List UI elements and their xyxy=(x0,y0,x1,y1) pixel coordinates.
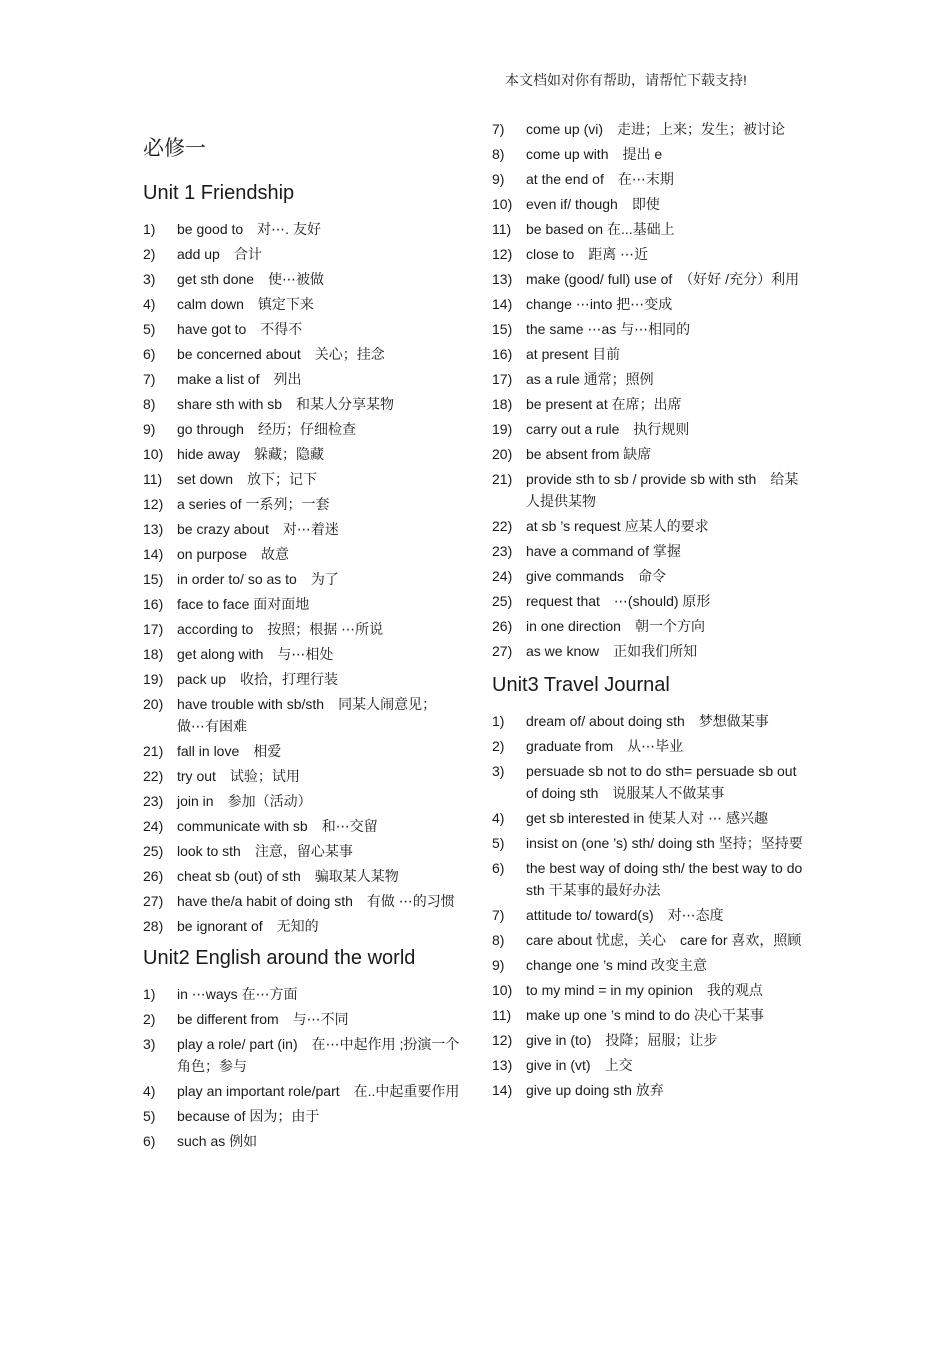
list-item xyxy=(143,243,463,265)
right-column xyxy=(492,118,812,1109)
item-number: 3) xyxy=(143,271,156,287)
item-text: on purpose 故意 xyxy=(177,546,290,562)
list-item xyxy=(492,243,812,265)
item-text: add up 合计 xyxy=(177,246,262,262)
item-number: 11) xyxy=(492,221,512,237)
item-text: have the/a habit of doing sth 有做 ⋯的习惯 xyxy=(177,893,455,909)
item-number: 3) xyxy=(492,763,505,779)
list-item xyxy=(492,979,812,1001)
list-item xyxy=(143,1130,463,1152)
item-number: 22) xyxy=(143,768,164,784)
item-text: cheat sb (out) of sth 骗取某人某物 xyxy=(177,868,399,884)
item-text: such as 例如 xyxy=(177,1133,258,1149)
item-text: even if/ though 即使 xyxy=(526,196,660,212)
section-title-unit1: Unit 1 Friendship xyxy=(143,182,295,204)
list-item xyxy=(492,143,812,165)
header-note: 本文档如对你有帮助，请帮忙下载支持! xyxy=(505,72,747,88)
item-number: 4) xyxy=(143,1083,156,1099)
item-text: dream of/ about doing sth 梦想做某事 xyxy=(526,713,769,729)
item-number: 28) xyxy=(143,918,164,934)
list-item xyxy=(143,318,463,340)
item-number: 25) xyxy=(492,593,513,609)
list-item xyxy=(492,590,812,612)
list-item xyxy=(492,929,812,951)
item-text: be different from 与⋯不同 xyxy=(177,1011,349,1027)
item-text: come up (vi) 走进；上来；发生；被讨论 xyxy=(526,121,786,137)
item-number: 9) xyxy=(143,421,156,437)
list-item xyxy=(143,815,463,837)
item-text: give commands 命令 xyxy=(526,568,667,584)
item-number: 23) xyxy=(492,543,513,559)
item-number: 27) xyxy=(492,643,513,659)
item-number: 24) xyxy=(492,568,513,584)
list-item xyxy=(143,890,463,912)
item-text: go through 经历；仔细检查 xyxy=(177,421,356,437)
list-item xyxy=(492,418,812,440)
item-text: in order to/ so as to 为了 xyxy=(177,571,339,587)
list-item xyxy=(492,193,812,215)
list-item xyxy=(143,1105,463,1127)
item-number: 18) xyxy=(492,396,513,412)
item-text: get along with 与⋯相处 xyxy=(177,646,334,662)
item-number: 13) xyxy=(143,521,164,537)
list-item xyxy=(143,418,463,440)
list-item xyxy=(143,668,463,690)
item-text: attitude to/ toward(s) 对⋯态度 xyxy=(526,907,724,923)
list-item xyxy=(492,1029,812,1051)
item-number: 8) xyxy=(492,146,505,162)
list-item xyxy=(492,954,812,976)
item-text: fall in love 相爱 xyxy=(177,743,282,759)
item-number: 10) xyxy=(492,982,513,998)
item-number: 7) xyxy=(492,907,505,923)
list-item xyxy=(492,710,812,732)
list-item xyxy=(143,568,463,590)
item-number: 24) xyxy=(143,818,164,834)
list-item xyxy=(143,983,463,1005)
item-text: because of 因为；由于 xyxy=(177,1108,320,1124)
item-text: come up with 提出 e xyxy=(526,146,663,162)
item-text: according to 按照；根据 ⋯所说 xyxy=(177,621,384,637)
item-text: a series of 一系列；一套 xyxy=(177,496,330,512)
list-item xyxy=(143,443,463,465)
item-text: make (good/ full) use of （好好 /充分）利用 xyxy=(526,271,800,287)
list-item xyxy=(143,740,463,762)
item-text: be based on 在...基础上 xyxy=(526,221,675,237)
item-text: as we know 正如我们所知 xyxy=(526,643,698,659)
item-number: 26) xyxy=(492,618,513,634)
item-number: 8) xyxy=(492,932,505,948)
list-item xyxy=(492,1004,812,1026)
list-item xyxy=(143,543,463,565)
phrase-list-unit1 xyxy=(143,218,463,937)
list-item xyxy=(492,565,812,587)
item-number: 1) xyxy=(492,713,505,729)
item-number: 12) xyxy=(143,496,164,512)
item-text: get sth done 使⋯被做 xyxy=(177,271,325,287)
list-item xyxy=(492,904,812,926)
list-item xyxy=(492,443,812,465)
item-text: the same ⋯as 与⋯相同的 xyxy=(526,321,691,337)
item-text: play a role/ part (in) 在⋯中起作用 ;扮演一个角色；参与 xyxy=(177,1036,460,1074)
item-number: 26) xyxy=(143,868,164,884)
item-number: 19) xyxy=(492,421,513,437)
list-item xyxy=(143,790,463,812)
item-text: provide sth to sb / provide sb with sth 给某人提供某物 xyxy=(526,471,799,509)
section-title-unit3: Unit3 Travel Journal xyxy=(492,674,670,696)
item-text: have trouble with sb/sth 同某人闹意见；做⋯有困难 xyxy=(177,696,437,734)
list-item xyxy=(492,807,812,829)
list-item xyxy=(143,1080,463,1102)
item-number: 14) xyxy=(492,1082,513,1098)
list-item xyxy=(143,618,463,640)
item-number: 3) xyxy=(143,1036,156,1052)
item-text: persuade sb not to do sth= persuade sb out of doing sth 说服某人不做某事 xyxy=(526,763,797,801)
list-item xyxy=(143,693,463,737)
list-item xyxy=(492,735,812,757)
item-number: 21) xyxy=(492,471,513,487)
item-number: 10) xyxy=(492,196,513,212)
item-text: carry out a rule 执行规则 xyxy=(526,421,690,437)
item-text: at the end of 在⋯末期 xyxy=(526,171,674,187)
list-item xyxy=(143,368,463,390)
item-text: communicate with sb 和⋯交留 xyxy=(177,818,378,834)
item-text: calm down 镇定下来 xyxy=(177,296,314,312)
list-item xyxy=(492,515,812,537)
item-number: 7) xyxy=(492,121,505,137)
list-item xyxy=(492,615,812,637)
list-item xyxy=(143,493,463,515)
item-text: in ⋯ways 在⋯方面 xyxy=(177,986,298,1002)
item-number: 5) xyxy=(143,1108,156,1124)
item-text: change ⋯into 把⋯变成 xyxy=(526,296,673,312)
item-text: give up doing sth 放弃 xyxy=(526,1082,664,1098)
item-number: 1) xyxy=(143,986,156,1002)
list-item xyxy=(492,857,812,901)
item-text: make up one ’s mind to do 决心干某事 xyxy=(526,1007,764,1023)
item-number: 20) xyxy=(492,446,513,462)
item-text: to my mind = in my opinion 我的观点 xyxy=(526,982,763,998)
item-text: the best way of doing sth/ the best way to do sth 干某事的最好办法 xyxy=(526,860,803,898)
item-number: 5) xyxy=(143,321,156,337)
item-number: 8) xyxy=(143,396,156,412)
item-text: at sb ’s request 应某人的要求 xyxy=(526,518,709,534)
section-title-unit2: Unit2 English around the world xyxy=(143,947,416,969)
item-number: 4) xyxy=(143,296,156,312)
phrase-list-unit2 xyxy=(143,983,463,1152)
item-number: 1) xyxy=(143,221,156,237)
list-item xyxy=(492,1054,812,1076)
item-text: get sb interested in 使某人对 ⋯ 感兴趣 xyxy=(526,810,768,826)
list-item xyxy=(143,593,463,615)
item-number: 25) xyxy=(143,843,164,859)
item-number: 13) xyxy=(492,1057,513,1073)
list-item xyxy=(143,765,463,787)
phrase-list-unit3 xyxy=(492,710,812,1101)
list-item xyxy=(492,318,812,340)
list-item xyxy=(143,268,463,290)
item-number: 13) xyxy=(492,271,513,287)
item-text: join in 参加（活动） xyxy=(177,793,312,809)
item-text: look to sth 注意，留心某事 xyxy=(177,843,353,859)
list-item xyxy=(492,540,812,562)
item-number: 4) xyxy=(492,810,505,826)
item-number: 17) xyxy=(492,371,513,387)
list-item xyxy=(143,1008,463,1030)
item-number: 2) xyxy=(492,738,505,754)
item-number: 17) xyxy=(143,621,164,637)
item-text: request that ⋯(should) 原形 xyxy=(526,593,711,609)
item-text: be absent from 缺席 xyxy=(526,446,652,462)
item-text: graduate from 从⋯毕业 xyxy=(526,738,684,754)
item-number: 9) xyxy=(492,171,505,187)
list-item xyxy=(492,343,812,365)
item-text: in one direction 朝一个方向 xyxy=(526,618,705,634)
left-column xyxy=(143,118,463,1160)
list-item xyxy=(143,218,463,240)
item-text: set down 放下；记下 xyxy=(177,471,318,487)
list-item xyxy=(492,218,812,240)
item-text: insist on (one ’s) sth/ doing sth 坚持；坚持要 xyxy=(526,835,803,851)
list-item xyxy=(143,518,463,540)
item-text: pack up 收拾，打理行装 xyxy=(177,671,339,687)
item-number: 16) xyxy=(143,596,164,612)
item-number: 14) xyxy=(492,296,513,312)
item-text: at present 目前 xyxy=(526,346,621,362)
item-text: as a rule 通常；照例 xyxy=(526,371,654,387)
list-item xyxy=(492,118,812,140)
item-text: give in (to) 投降；屈服；让步 xyxy=(526,1032,718,1048)
item-number: 7) xyxy=(143,371,156,387)
item-number: 27) xyxy=(143,893,164,909)
list-item xyxy=(492,268,812,290)
item-text: care about 忧虑，关心 care for 喜欢，照顾 xyxy=(526,932,802,948)
list-item xyxy=(492,168,812,190)
list-item xyxy=(143,915,463,937)
item-text: face to face 面对面地 xyxy=(177,596,310,612)
list-item xyxy=(143,643,463,665)
list-item xyxy=(492,1079,812,1101)
list-item xyxy=(492,832,812,854)
item-number: 2) xyxy=(143,1011,156,1027)
item-text: be ignorant of 无知的 xyxy=(177,918,319,934)
list-item xyxy=(492,293,812,315)
list-item xyxy=(143,343,463,365)
item-number: 12) xyxy=(492,246,513,262)
item-number: 6) xyxy=(143,346,156,362)
item-number: 9) xyxy=(492,957,505,973)
item-number: 23) xyxy=(143,793,164,809)
item-number: 11) xyxy=(143,471,163,487)
item-number: 15) xyxy=(492,321,513,337)
item-text: give in (vt) 上交 xyxy=(526,1057,633,1073)
list-item xyxy=(143,1033,463,1077)
item-text: change one ’s mind 改变主意 xyxy=(526,957,708,973)
item-text: try out 试验；试用 xyxy=(177,768,300,784)
item-text: close to 距离 ⋯近 xyxy=(526,246,649,262)
item-number: 16) xyxy=(492,346,513,362)
item-text: be concerned about 关心；挂念 xyxy=(177,346,385,362)
item-number: 19) xyxy=(143,671,164,687)
item-number: 6) xyxy=(143,1133,156,1149)
item-number: 18) xyxy=(143,646,164,662)
item-number: 14) xyxy=(143,546,164,562)
item-text: hide away 躲藏；隐藏 xyxy=(177,446,325,462)
list-item xyxy=(492,760,812,804)
item-text: share sth with sb 和某人分享某物 xyxy=(177,396,395,412)
list-item xyxy=(492,368,812,390)
item-number: 22) xyxy=(492,518,513,534)
list-item xyxy=(143,865,463,887)
item-number: 12) xyxy=(492,1032,513,1048)
item-text: make a list of 列出 xyxy=(177,371,302,387)
item-text: be crazy about 对⋯着迷 xyxy=(177,521,339,537)
item-text: be present at 在席；出席 xyxy=(526,396,682,412)
list-item xyxy=(143,468,463,490)
item-text: play an important role/part 在..中起重要作用 xyxy=(177,1083,460,1099)
item-text: have got to 不得不 xyxy=(177,321,303,337)
list-item xyxy=(143,393,463,415)
item-number: 2) xyxy=(143,246,156,262)
book-title: 必修一 xyxy=(143,137,206,160)
list-item xyxy=(143,840,463,862)
list-item xyxy=(492,393,812,415)
item-number: 5) xyxy=(492,835,505,851)
item-number: 21) xyxy=(143,743,164,759)
item-number: 15) xyxy=(143,571,164,587)
item-number: 6) xyxy=(492,860,505,876)
item-text: have a command of 掌握 xyxy=(526,543,681,559)
phrase-list-unit2-continued xyxy=(492,118,812,662)
item-number: 20) xyxy=(143,696,164,712)
item-text: be good to 对⋯. 友好 xyxy=(177,221,321,237)
item-number: 10) xyxy=(143,446,164,462)
list-item xyxy=(492,468,812,512)
list-item xyxy=(143,293,463,315)
list-item xyxy=(492,640,812,662)
item-number: 11) xyxy=(492,1007,512,1023)
